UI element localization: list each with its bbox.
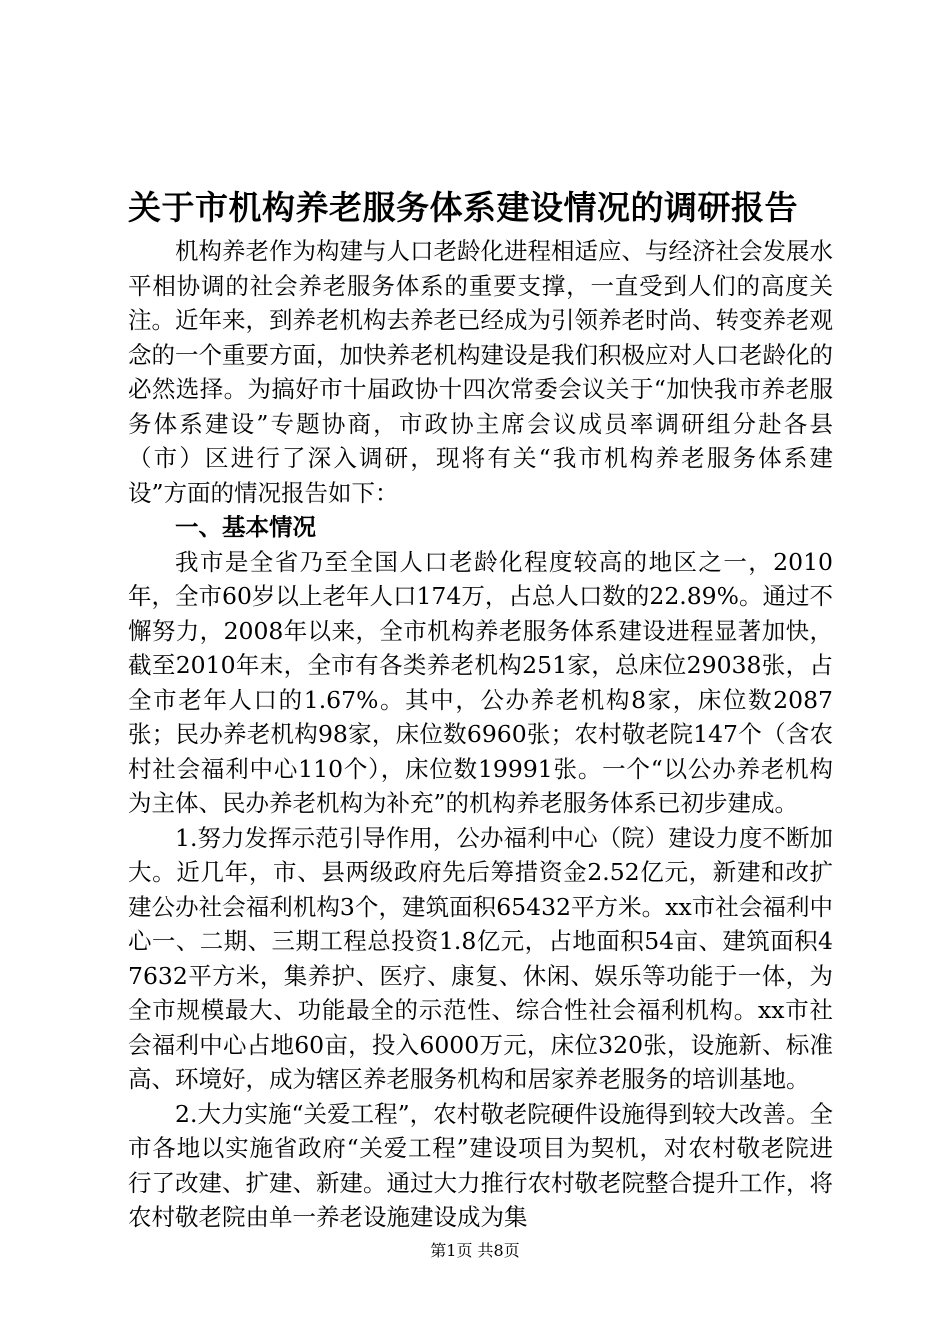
section-paragraph-3: 2.大力实施“关爱工程”，农村敬老院硬件设施得到较大改善。全市各地以实施省政府“关爱工程”建设项目为契机，对农村敬老院进行了改建、扩建、新建。通过大力推行农村敬老院整合提升工作，将农村敬老院由单一养老设施建设成为集 [128, 1099, 833, 1231]
section-paragraph-1: 我市是全省乃至全国人口老龄化程度较高的地区之一，2010年，全市60岁以上老年人口174万，占总人口数的22.89%。通过不懈努力，2008年以来，全市机构养老服务体系建设进程显著加快，截至2010年末，全市有各类养老机构251家，总床位29038张，占全市老年人口的1.67%。其中，公办养老机构8家，床位数2087张；民办养老机构98家，床位数6960张；农村敬老院147个（含农村社会福利中心110个），床位数19991张。一个“以公办养老机构为主体、民办养老机构为补充”的机构养老服务体系已初步建成。 [128, 547, 833, 817]
document-title: 关于市机构养老服务体系建设情况的调研报告 [128, 188, 798, 227]
page-number-label: 第1页 共8页 [430, 1241, 520, 1260]
page-footer [0, 1241, 950, 1261]
intro-paragraph: 机构养老作为构建与人口老龄化进程相适应、与经济社会发展水平相协调的社会养老服务体系的重要支撑，一直受到人们的高度关注。近年来，到养老机构去养老已经成为引领养老时尚、转变养老观念的一个重要方面，加快养老机构建设是我们积极应对人口老龄化的必然选择。为搞好市十届政协十四次常委会议关于“加快我市养老服务体系建设”专题协商，市政协主席会议成员率调研组分赴各县（市）区进行了深入调研，现将有关“我市机构养老服务体系建设”方面的情况报告如下： [128, 237, 833, 507]
document-body [128, 234, 833, 1235]
section-paragraph-2: 1.努力发挥示范引导作用，公办福利中心（院）建设力度不断加大。近几年，市、县两级政府先后筹措资金2.52亿元，新建和改扩建公办社会福利机构3个，建筑面积65432平方米。xx市社会福利中心一、二期、三期工程总投资1.8亿元，占地面积54亩、建筑面积47632平方米，集养护、医疗、康复、休闲、娱乐等功能于一体，为全市规模最大、功能最全的示范性、综合性社会福利机构。xx市社会福利中心占地60亩，投入6000万元，床位320张，设施新、标准高、环境好，成为辖区养老服务机构和居家养老服务的培训基地。 [128, 823, 833, 1093]
section-heading: 一、基本情况 [175, 513, 316, 541]
